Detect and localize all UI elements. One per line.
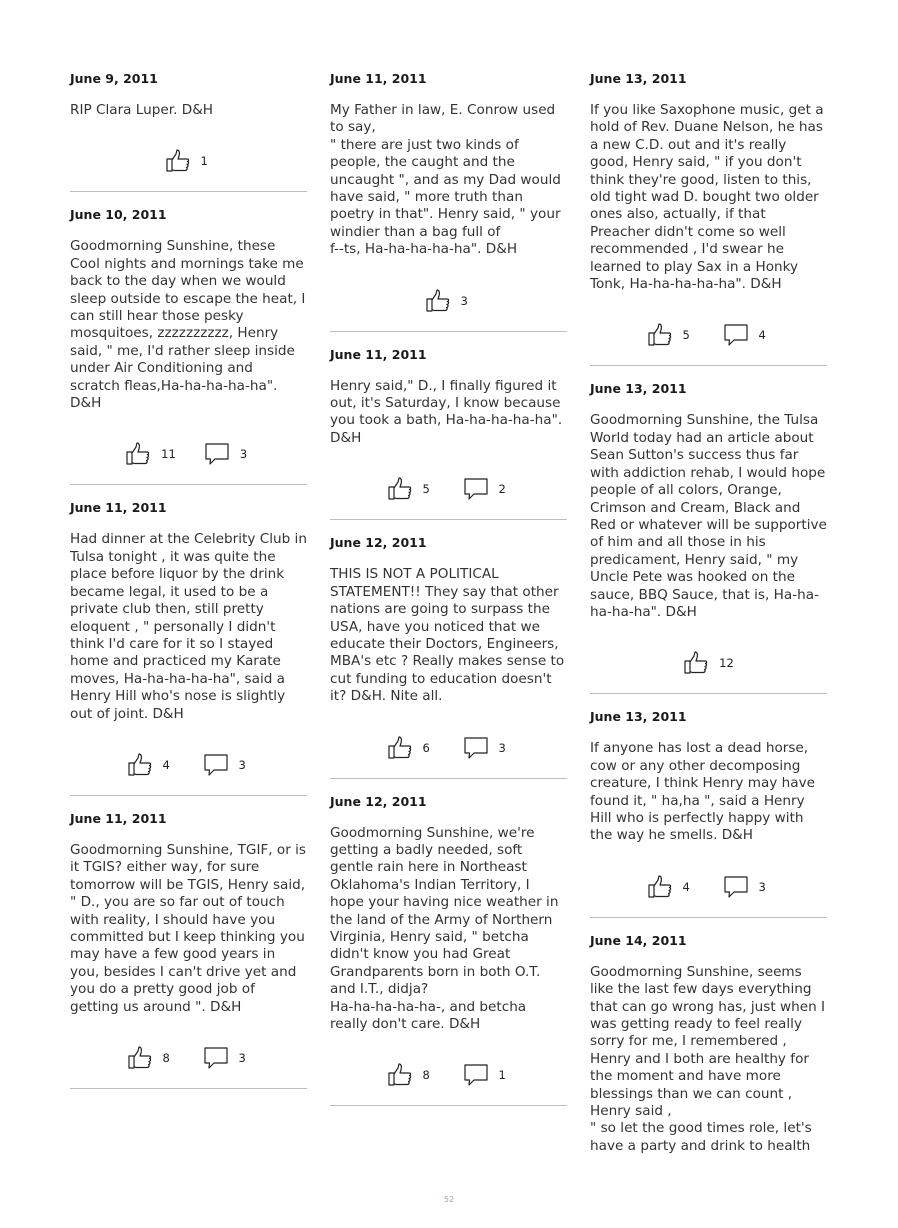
post-actions <box>330 447 567 519</box>
like-count: 5 <box>682 328 690 343</box>
comment-button[interactable] <box>203 753 251 777</box>
like-button[interactable] <box>125 442 176 466</box>
post-date: June 13, 2011 <box>590 71 687 86</box>
post-actions <box>590 845 827 917</box>
post-text: Goodmorning Sunshine, TGIF, or is it TGIS? either way, for sure tomorrow will be TGIS, Henry said, " D., you are so far out of touch with reality, I should have you committed but I keep thinking you may have a few good years in you, besides I can't drive yet and you do a pretty good job of getting us around ". D&H <box>70 841 307 1015</box>
like-button[interactable] <box>127 753 175 777</box>
like-button[interactable] <box>127 1046 175 1070</box>
post-text: If you like Saxophone music, get a hold of Rev. Duane Nelson, he has a new C.D. out and it's really good, Henry said, " if you don't think they're good, listen to this, old tight wad D. bought two older ones also, actually, if that Preacher didn't come so well recommended , I'd swear he learned to play Sax in a Honky Tonk, Ha-ha-ha-ha-ha". D&H <box>590 102 824 293</box>
post-text: THIS IS NOT A POLITICAL STATEMENT!! They say that other nations are going to surpass the USA, have you noticed that we educate their Doctors, Engineers, MBA's etc ? Really makes sense to cut funding to education doesn't it? D&H. Nite all. <box>330 566 565 705</box>
thumbs-up-icon <box>165 149 191 173</box>
post-text: Goodmorning Sunshine, these Cool nights and mornings take me back to the day when we would sleep outside to escape the heat, I can still hear those pesky mosquitoes, zzzzzzzzzz, Henry said, " me, I'd rather sleep inside under Air Conditioning and scratch fleas,Ha-ha-ha-ha-ha". D&H <box>70 238 306 412</box>
post-actions <box>330 259 567 331</box>
post <box>590 380 827 694</box>
like-count: 8 <box>422 1068 430 1083</box>
comment-count: 3 <box>498 740 506 755</box>
comment-count: 3 <box>238 757 246 772</box>
column-3 <box>590 70 827 1155</box>
post-text: Goodmorning Sunshine, the Tulsa World today had an article about Sean Sutton's success thus far with addiction rehab, I would hope people of all colors, Orange, Crimson and Cream, Black and Red or whatever will be supportive of him and all those in his predicament, Henry said, " my Uncle Pete was hooked on the sauce, BBQ Sauce, that is, Ha-ha-ha-ha-ha". D&H <box>590 412 827 620</box>
comment-count: 3 <box>758 879 766 894</box>
thumbs-up-icon <box>425 289 451 313</box>
thumbs-up-icon <box>647 875 673 899</box>
post-columns <box>70 70 827 1155</box>
post-text: Had dinner at the Celebrity Club in Tulsa tonight , it was quite the place before liquor by the drink became legal, it used to be a private club then, still pretty eloquent , " personally I didn't think I'd care for it so I stayed home and practiced my Karate moves, Ha-ha-ha-ha-ha", said a Henry Hill who's nose is slightly out of joint. D&H <box>70 531 307 722</box>
post <box>330 70 567 332</box>
like-count: 12 <box>719 656 734 671</box>
like-button[interactable] <box>387 1063 435 1087</box>
page-number: 52 <box>443 1195 455 1204</box>
speech-bubble-icon <box>203 1046 229 1070</box>
post-date: June 14, 2011 <box>590 932 687 948</box>
like-button[interactable] <box>425 289 473 313</box>
comment-button[interactable] <box>723 875 771 899</box>
post <box>70 70 307 192</box>
post-actions <box>590 293 827 365</box>
speech-bubble-icon <box>463 1063 489 1087</box>
comment-count: 1 <box>498 1068 506 1083</box>
post-date: June 12, 2011 <box>330 535 427 551</box>
comment-count: 3 <box>239 447 248 462</box>
speech-bubble-icon <box>463 736 489 760</box>
like-button[interactable] <box>647 875 695 899</box>
thumbs-up-icon <box>125 442 151 466</box>
post-text: Goodmorning Sunshine, seems like the last few days everything that can go wrong has, just when I was getting ready to feel really sorry for me, I remembered , Henry and I both are healthy for the moment and have more blessings than we can count , Henry said , " so let the good times role, let's have a party and drink to health <box>590 963 826 1154</box>
post-text: If anyone has lost a dead horse, cow or any other decomposing creature, I think Henry may have found it, " ha,ha ", said a Henry Hill who is perfectly happy with the way he smells. D&H <box>590 740 816 844</box>
post-date: June 12, 2011 <box>330 793 427 809</box>
post-text: Goodmorning Sunshine, we're getting a badly needed, soft gentle rain here in Northeast Oklahoma's Indian Territory, I hope your having nice weather in the land of the Army of Northern Virginia, Henry said, " betcha didn't know you had Great Grandparents born in both O.T. and I.T., didja? Ha-ha-ha-ha-ha-, and betcha really don't care. D&H <box>330 824 559 1032</box>
speech-bubble-icon <box>723 875 749 899</box>
thumbs-up-icon <box>387 736 413 760</box>
post-actions <box>70 723 307 795</box>
thumbs-up-icon <box>387 477 413 501</box>
thumbs-up-icon <box>647 323 673 347</box>
comment-button[interactable] <box>463 1063 511 1087</box>
comment-button[interactable] <box>204 442 252 466</box>
speech-bubble-icon <box>723 323 749 347</box>
post-text: Henry said," D., I finally figured it out, it's Saturday, I know because you took a bath, Ha-ha-ha-ha-ha". D&H <box>330 377 563 446</box>
post-text: My Father in law, E. Conrow used to say, " there are just two kinds of people, the caught and the uncaught ", and as my Dad would have said, " more truth than poetry in that". Henry said, " your windier than a bag full of f--ts, Ha-ha-ha-ha-ha". D&H <box>330 102 561 258</box>
comment-button[interactable] <box>203 1046 251 1070</box>
post-date: June 10, 2011 <box>70 207 167 223</box>
like-count: 8 <box>162 1051 170 1065</box>
post <box>590 70 827 366</box>
speech-bubble-icon <box>463 477 489 501</box>
like-count: 11 <box>161 447 176 462</box>
comment-button[interactable] <box>723 323 771 347</box>
speech-bubble-icon <box>204 442 230 466</box>
thumbs-up-icon <box>387 1063 413 1087</box>
post-date: June 13, 2011 <box>590 381 687 397</box>
comment-count: 3 <box>238 1051 246 1065</box>
post-actions <box>70 412 307 484</box>
comment-count: 4 <box>758 328 766 343</box>
post <box>590 708 827 917</box>
like-button[interactable] <box>165 149 213 173</box>
column-1 <box>70 70 307 1155</box>
like-count: 1 <box>200 154 208 169</box>
post-actions <box>70 1016 307 1088</box>
like-count: 4 <box>682 879 690 894</box>
post-date: June 11, 2011 <box>330 71 427 86</box>
thumbs-up-icon <box>683 651 709 675</box>
thumbs-up-icon <box>127 753 153 777</box>
like-count: 3 <box>460 293 468 308</box>
post-date: June 13, 2011 <box>590 709 687 725</box>
like-count: 4 <box>162 757 170 772</box>
post-actions <box>70 119 307 191</box>
post-date: June 11, 2011 <box>70 500 167 516</box>
like-count: 6 <box>422 740 430 755</box>
column-2 <box>330 70 567 1155</box>
post <box>330 346 567 521</box>
post-date: June 11, 2011 <box>70 810 167 826</box>
comment-count: 2 <box>498 482 506 497</box>
post-actions <box>330 1033 567 1105</box>
post-text: RIP Clara Luper. D&H <box>70 102 214 118</box>
post <box>70 810 307 1089</box>
post-date: June 9, 2011 <box>70 71 158 86</box>
speech-bubble-icon <box>203 753 229 777</box>
like-button[interactable] <box>683 651 734 675</box>
post <box>330 793 567 1107</box>
comment-button[interactable] <box>463 736 511 760</box>
comment-button[interactable] <box>463 477 511 501</box>
post <box>330 534 567 778</box>
post <box>590 932 827 1155</box>
like-count: 5 <box>422 482 430 497</box>
post-actions <box>590 621 827 693</box>
thumbs-up-icon <box>127 1046 153 1070</box>
like-button[interactable] <box>387 477 435 501</box>
post-actions <box>330 706 567 778</box>
like-button[interactable] <box>387 736 435 760</box>
post-date: June 11, 2011 <box>330 346 427 362</box>
post <box>70 499 307 795</box>
like-button[interactable] <box>647 323 695 347</box>
post <box>70 206 307 485</box>
